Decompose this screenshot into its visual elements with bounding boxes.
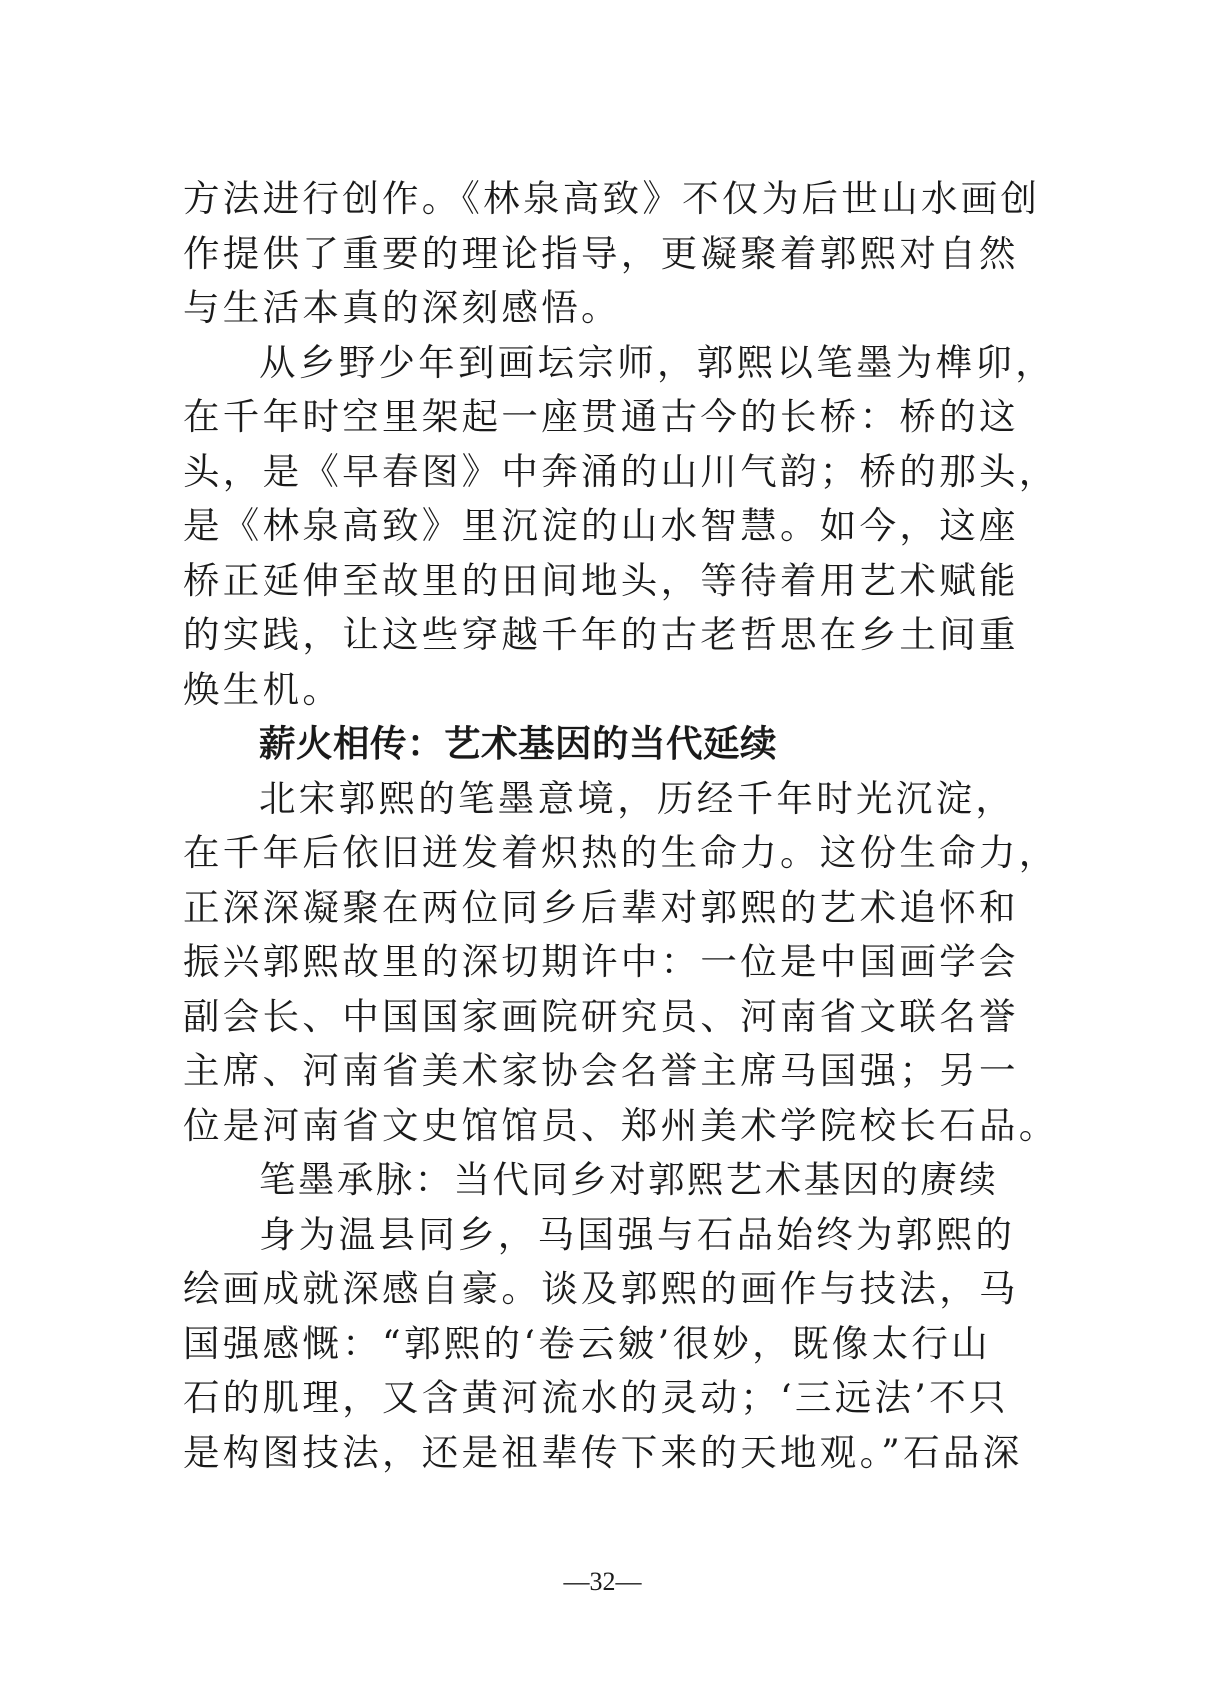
paragraph [183,1208,1023,1481]
text-line: 副会长、中国国家画院研究员、河南省文联名誉 [183,994,1019,1038]
page-number: —32— [563,1567,642,1596]
section-heading: 薪火相传：艺术基因的当代延续 [259,722,777,765]
text-line: 国强感慨：“郭熙的‘卷云皴’很妙，既像太行山 [183,1321,991,1365]
document-page [183,172,1059,1480]
text-line: 作提供了重要的理论指导，更凝聚着郭熙对自然 [183,231,1019,275]
paragraph [183,336,1059,718]
text-line: 是《林泉高致》里沉淀的山水智慧。如今，这座 [183,504,1019,547]
text-line: 石的肌理，又含黄河流水的灵动；‘三远法’不只 [183,1376,1009,1419]
text-line: 身为温县同乡，马国强与石品始终为郭熙的 [259,1212,1016,1256]
text-line: 是构图技法，还是祖辈传下来的天地观。”石品深 [183,1430,1023,1474]
text-line: 桥正延伸至故里的田间地头，等待着用艺术赋能 [183,558,1019,602]
text-line: 在千年后依旧迸发着炽热的生命力。这份生命力， [183,831,1059,874]
subsection-heading: 笔墨承脉：当代同乡对郭熙艺术基因的赓续 [259,1158,999,1201]
text-line: 主席、河南省美术家协会名誉主席马国强；另一 [183,1049,1019,1092]
text-line: 从乡野少年到画坛宗师，郭熙以笔墨为榫卯， [259,340,1055,384]
text-line: 绘画成就深感自豪。谈及郭熙的画作与技法，马 [183,1267,1019,1310]
paragraph [183,172,1041,336]
paragraph [183,772,1059,1154]
text-line: 振兴郭熙故里的深切期许中：一位是中国画学会 [183,940,1019,983]
text-line: 与生活本真的深刻感悟。 [183,286,621,329]
text-line: 头，是《早春图》中奔涌的山川气韵；桥的那头， [183,449,1059,493]
text-line: 的实践，让这些穿越千年的古老哲思在乡土间重 [183,613,1019,656]
text-line: 在千年时空里架起一座贯通古今的长桥：桥的这 [183,395,1019,438]
text-line: 焕生机。 [183,667,343,711]
text-line: 北宋郭熙的笔墨意境，历经千年时光沉淀， [259,776,1016,820]
text-line: 位是河南省文史馆馆员、郑州美术学院校长石品。 [183,1103,1059,1147]
text-line: 方法进行创作。《林泉高致》不仅为后世山水画创 [183,177,1041,220]
text-line: 正深深凝聚在两位同乡后辈对郭熙的艺术追怀和 [183,885,1019,929]
